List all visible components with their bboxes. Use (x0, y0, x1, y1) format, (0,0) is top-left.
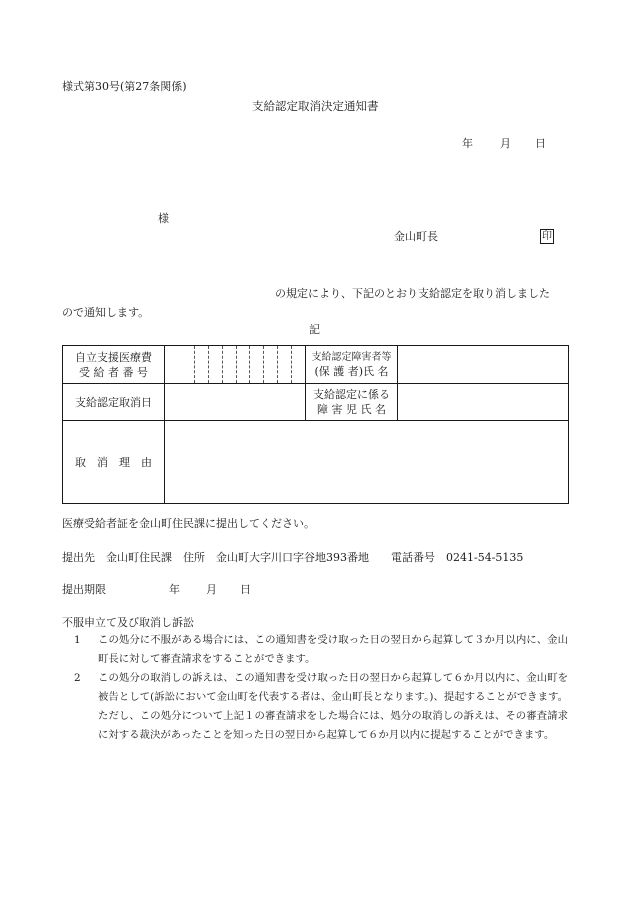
date-month-label: 月 (500, 137, 511, 150)
deadline-year: 年 (169, 583, 180, 596)
appeal-item-number: 1 (74, 634, 81, 646)
recipient-number-boxes[interactable] (165, 346, 306, 384)
guardian-name-value[interactable] (398, 346, 569, 384)
digit-box (291, 346, 305, 383)
digit-box (194, 346, 208, 383)
deadline-day: 日 (240, 583, 251, 596)
appeal-heading: 不服申立て及び取消し訴訟 (62, 616, 194, 629)
submit-notice: 医療受給者証を金山町住民課に提出してください。 (62, 517, 315, 530)
digit-box (208, 346, 222, 383)
digit-box (181, 346, 194, 383)
intro-line-2: ので通知します。 (62, 306, 150, 319)
ki-heading: 記 (309, 323, 320, 336)
deadline-label: 提出期限 (62, 583, 106, 596)
seal-stamp: 印 (542, 231, 552, 242)
revocation-date-value[interactable] (165, 384, 306, 421)
recipient-number-label: 自立支援医療費 受 給 者 番 号 (63, 346, 165, 384)
guardian-name-label: 支給認定障害者等 (保 護 者)氏 名 (306, 346, 398, 384)
appeal-item-text: この処分の取消しの訴えは、この通知書を受け取った日の翌日から起算して６か月以内に、金山町を被告として(訴訟において金山町を代表する者は、金山町長となります。)、提起することができます。ただし、この処分について上記１の審査請求をした場合には、処分の取消しの訴えは、その審査請求に対する裁決があったことを知った日の翌日から起算して６か月以内に提起することができます。 (98, 672, 568, 741)
digit-box (277, 346, 291, 383)
seal-mark (540, 229, 554, 244)
digit-box (236, 346, 250, 383)
deadline-month: 月 (206, 583, 217, 596)
child-name-label: 支給認定に係る 障 害 児 氏 名 (306, 384, 398, 421)
submit-to: 提出先 金山町住民課 住所 金山町大字川口字谷地393番地 電話番号 0241-54-5135 (62, 551, 524, 564)
reason-label: 取 消 理 由 (63, 421, 165, 504)
issuer-name: 金山町長 (394, 230, 438, 243)
child-name-value[interactable] (398, 384, 569, 421)
date-year-label: 年 (462, 137, 473, 150)
digit-box (263, 346, 277, 383)
appeal-item-number: 2 (74, 672, 81, 684)
digit-box (222, 346, 236, 383)
revocation-form-table (62, 345, 569, 504)
document-title: 支給認定取消決定通知書 (252, 99, 379, 113)
appeal-item-text: この処分に不服がある場合には、この通知書を受け取った日の翌日から起算して３か月以内に、金山町長に対して審査請求をすることができます。 (98, 634, 568, 665)
reason-value[interactable] (165, 421, 569, 504)
intro-line-1: の規定により、下記のとおり支給認定を取り消しました (275, 287, 550, 300)
revocation-date-label: 支給認定取消日 (63, 384, 165, 421)
date-day-label: 日 (535, 137, 546, 150)
form-number: 様式第30号(第27条関係) (62, 80, 187, 93)
digit-box (249, 346, 263, 383)
appeal-item-1 (74, 631, 568, 669)
addressee-suffix: 様 (158, 212, 169, 225)
appeal-item-2 (74, 669, 568, 745)
